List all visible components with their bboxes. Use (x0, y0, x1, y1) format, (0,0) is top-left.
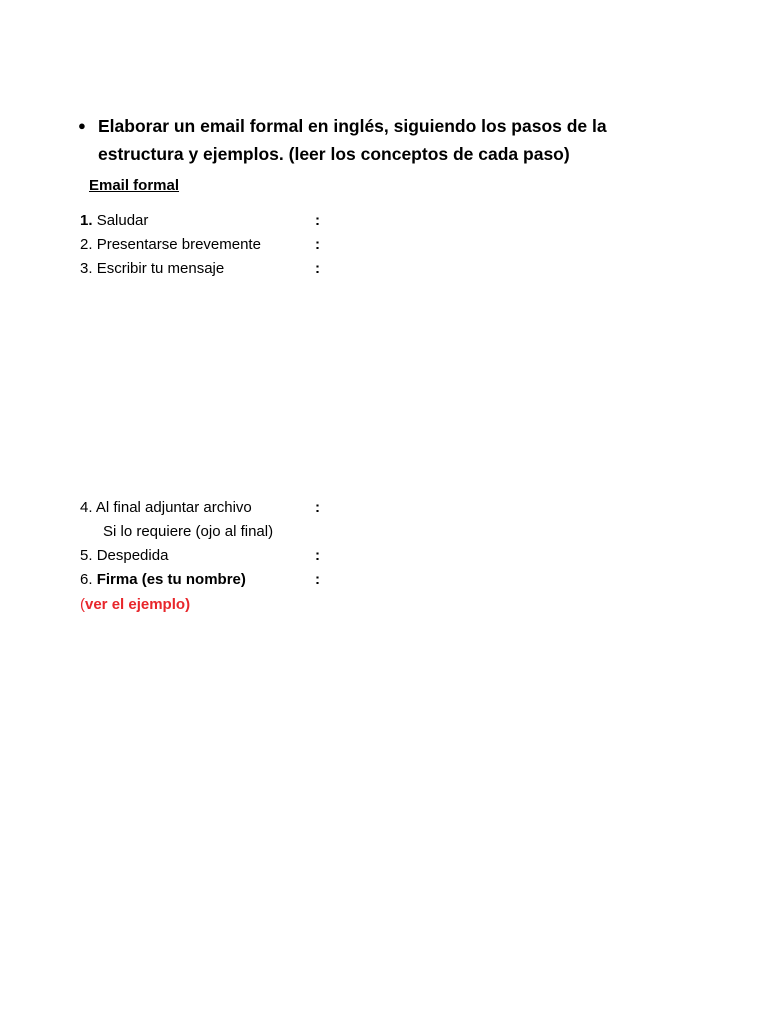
step-item-5 (80, 546, 168, 566)
step-number: 1. (80, 212, 93, 229)
step-colon: : (315, 212, 320, 229)
step-number: 4. (80, 499, 93, 516)
example-close-paren: ) (185, 596, 191, 613)
example-text: ver el ejemplo (85, 596, 186, 613)
step-label: Escribir tu mensaje (96, 260, 225, 277)
step-colon: : (315, 499, 320, 516)
step-label: Al final adjuntar archivo (95, 499, 252, 516)
step-label: Presentarse brevemente (96, 236, 261, 253)
step-number: 6. (80, 571, 93, 588)
section-heading: Email formal (89, 177, 180, 194)
step-colon: : (315, 236, 320, 253)
step-colon: : (315, 571, 320, 588)
example-reference (80, 595, 190, 615)
step-colon: : (315, 547, 320, 564)
step-item-1 (80, 211, 148, 231)
step-colon: : (315, 260, 320, 277)
instruction-line-1: Elaborar un email formal en inglés, siguiendo los pasos de la (98, 116, 607, 136)
step-item-3 (80, 259, 224, 279)
step-item-2 (80, 235, 261, 255)
step-label: Firma (es tu nombre) (96, 571, 246, 588)
step-note: Si lo requiere (ojo al final) (103, 523, 274, 540)
step-number: 2. (80, 236, 93, 253)
step-label: Despedida (96, 547, 169, 564)
step-item-6 (80, 570, 246, 590)
step-label: Saludar (96, 212, 149, 229)
instruction-bullet (78, 112, 638, 168)
step-number: 5. (80, 547, 93, 564)
instruction-text (98, 112, 638, 168)
step-item-4 (80, 498, 252, 518)
bullet-dot-icon: ● (78, 118, 86, 133)
step-number: 3. (80, 260, 93, 277)
instruction-line-2: estructura y ejemplos. (leer los conceptos de cada paso) (98, 144, 570, 164)
example-open-paren: ( (80, 596, 85, 613)
